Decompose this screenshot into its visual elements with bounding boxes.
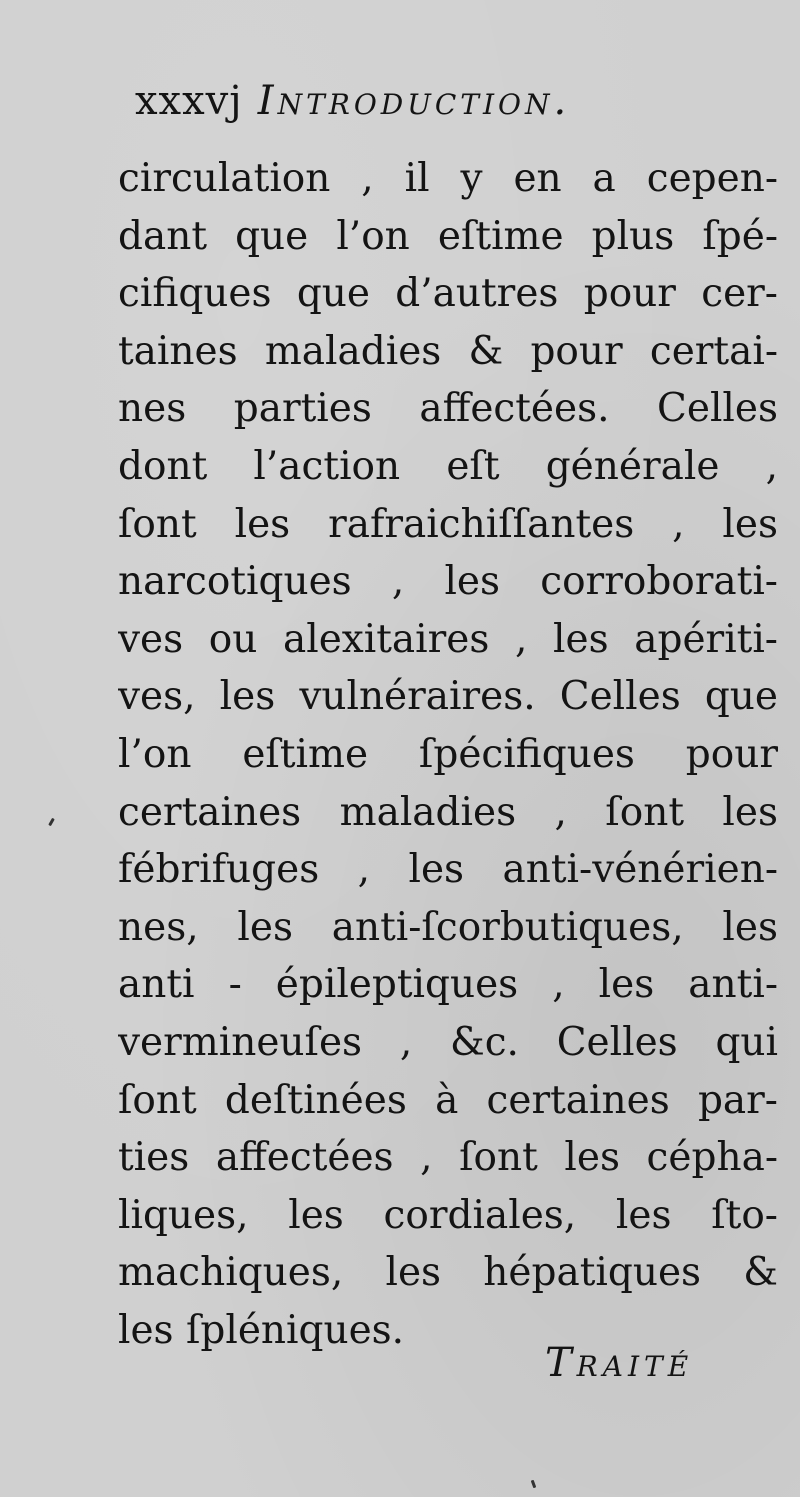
text-line: ſont deſtinées à certaines par- <box>118 1077 778 1123</box>
text-line: ves, les vulnéraires. Celles que <box>118 674 778 720</box>
page-number: xxxvj <box>135 78 243 124</box>
text-line: ves ou alexitaires , les apériti- <box>118 616 778 662</box>
text-line: ſont les rafraichiſſantes , les <box>118 501 778 547</box>
ink-speck <box>531 1480 537 1489</box>
text-line: nes, les anti-ſcorbutiques, les <box>118 904 778 950</box>
text-line: certaines maladies , ſont les <box>118 789 778 835</box>
text-line: dont l’action eſt générale , <box>118 443 778 489</box>
text-line: l’on eſtime ſpécifiques pour <box>118 731 778 777</box>
text-line: dant que l’on eſtime plus ſpé- <box>118 213 778 259</box>
text-line: ties affectées , ſont les cépha- <box>118 1135 778 1181</box>
text-line: anti - épileptiques , les anti- <box>118 962 778 1008</box>
body-text <box>118 150 778 1359</box>
running-head <box>135 78 735 148</box>
text-line: machiques, les hépatiques & <box>118 1250 778 1296</box>
text-line: cifiques que d’autres pour cer- <box>118 271 778 317</box>
text-line: liques, les cordiales, les ſto- <box>118 1192 778 1238</box>
text-line: nes parties affectées. Celles <box>118 386 778 432</box>
text-line: vermineuſes , &c. Celles qui <box>118 1019 778 1065</box>
ink-speck <box>48 818 55 826</box>
text-line: narcotiques , les corroborati- <box>118 559 778 605</box>
text-line: circulation , il y en a cepen- <box>118 156 778 201</box>
text-line: les ſpléniques. <box>118 1307 405 1353</box>
running-title: Introduction. <box>257 78 571 124</box>
catchword: Traité <box>545 1340 694 1386</box>
text-line: fébrifuges , les anti-vénérien- <box>118 847 778 893</box>
text-line: taines maladies & pour certai- <box>118 328 778 374</box>
